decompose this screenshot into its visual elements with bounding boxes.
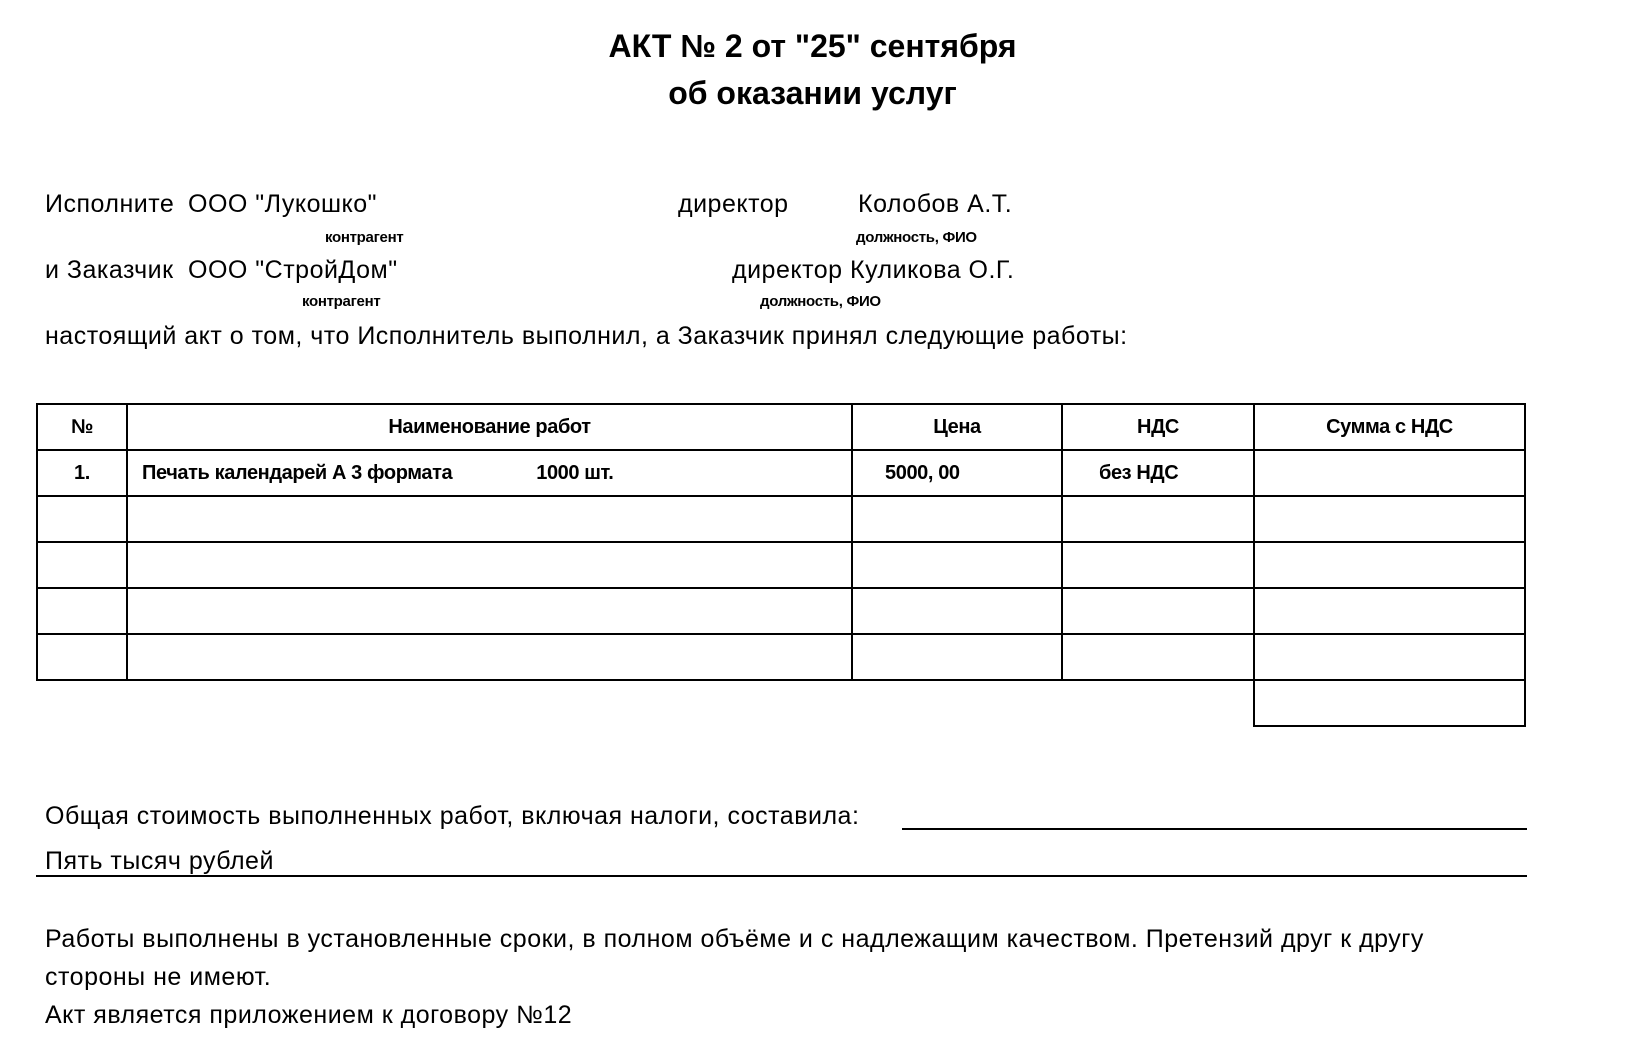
executor-person-caption: должность, ФИО: [856, 229, 977, 246]
closing-line-2: стороны не имеют.: [45, 963, 272, 991]
row-vat: [1062, 542, 1254, 588]
row-price: [852, 634, 1062, 680]
row-qty: 1000 шт.: [536, 461, 614, 484]
table-row: [37, 634, 1525, 680]
header-sum: Сумма с НДС: [1254, 404, 1525, 450]
executor-name: ООО "Лукошко": [188, 190, 378, 218]
total-words-underline: [36, 875, 1527, 877]
closing-line-3: Акт является приложением к договору №12: [45, 1001, 573, 1029]
row-vat: [1062, 496, 1254, 542]
row-name: [127, 496, 852, 542]
row-name: [127, 634, 852, 680]
table-row: [37, 450, 1525, 496]
row-vat: [1062, 588, 1254, 634]
row-sum: [1254, 542, 1525, 588]
row-sum: [1254, 588, 1525, 634]
executor-person: Колобов А.Т.: [858, 190, 1013, 218]
header-vat: НДС: [1062, 404, 1254, 450]
works-table: [36, 403, 1526, 727]
total-words: Пять тысяч рублей: [45, 847, 274, 875]
row-sum: [1254, 450, 1525, 496]
table-row: [37, 542, 1525, 588]
header-price: Цена: [852, 404, 1062, 450]
table-row: [37, 496, 1525, 542]
row-num: [37, 496, 127, 542]
customer-name-caption: контрагент: [302, 293, 381, 310]
header-name: Наименование работ: [127, 404, 852, 450]
statement-text: настоящий акт о том, что Исполнитель выполнил, а Заказчик принял следующие работы:: [45, 322, 1128, 350]
row-num: 1.: [37, 450, 127, 496]
executor-position: директор: [678, 190, 789, 218]
customer-label: и Заказчик: [45, 256, 174, 284]
row-price: [852, 542, 1062, 588]
row-sum: [1254, 634, 1525, 680]
customer-person-caption: должность, ФИО: [760, 293, 881, 310]
row-price: [852, 588, 1062, 634]
executor-label: Исполните: [45, 190, 175, 218]
row-num: [37, 542, 127, 588]
row-num: [37, 588, 127, 634]
row-num: [37, 634, 127, 680]
row-vat: [1062, 634, 1254, 680]
table-total-row: [37, 680, 1525, 726]
executor-name-caption: контрагент: [325, 229, 404, 246]
total-sum-cell: [1254, 680, 1525, 726]
row-name-cell: [127, 450, 852, 496]
customer-position-person: директор Куликова О.Г.: [732, 256, 1015, 284]
row-vat: без НДС: [1062, 450, 1254, 496]
header-num: №: [37, 404, 127, 450]
row-name: [127, 588, 852, 634]
row-sum: [1254, 496, 1525, 542]
row-name: [127, 542, 852, 588]
row-price: [852, 496, 1062, 542]
document-title: АКТ № 2 от "25" сентября: [608, 28, 1017, 64]
closing-line-1: Работы выполнены в установленные сроки, в полном объёме и с надлежащим качеством. Претензий друг к другу: [45, 925, 1424, 953]
document-subtitle: об оказании услуг: [668, 75, 957, 111]
total-label: Общая стоимость выполненных работ, включая налоги, составила:: [45, 802, 860, 830]
row-price: 5000, 00: [852, 450, 1062, 496]
customer-name: ООО "СтройДом": [188, 256, 398, 284]
table-header-row: [37, 404, 1525, 450]
row-name: Печать календарей А 3 формата: [142, 461, 453, 484]
table-row: [37, 588, 1525, 634]
total-underline: [902, 828, 1527, 830]
